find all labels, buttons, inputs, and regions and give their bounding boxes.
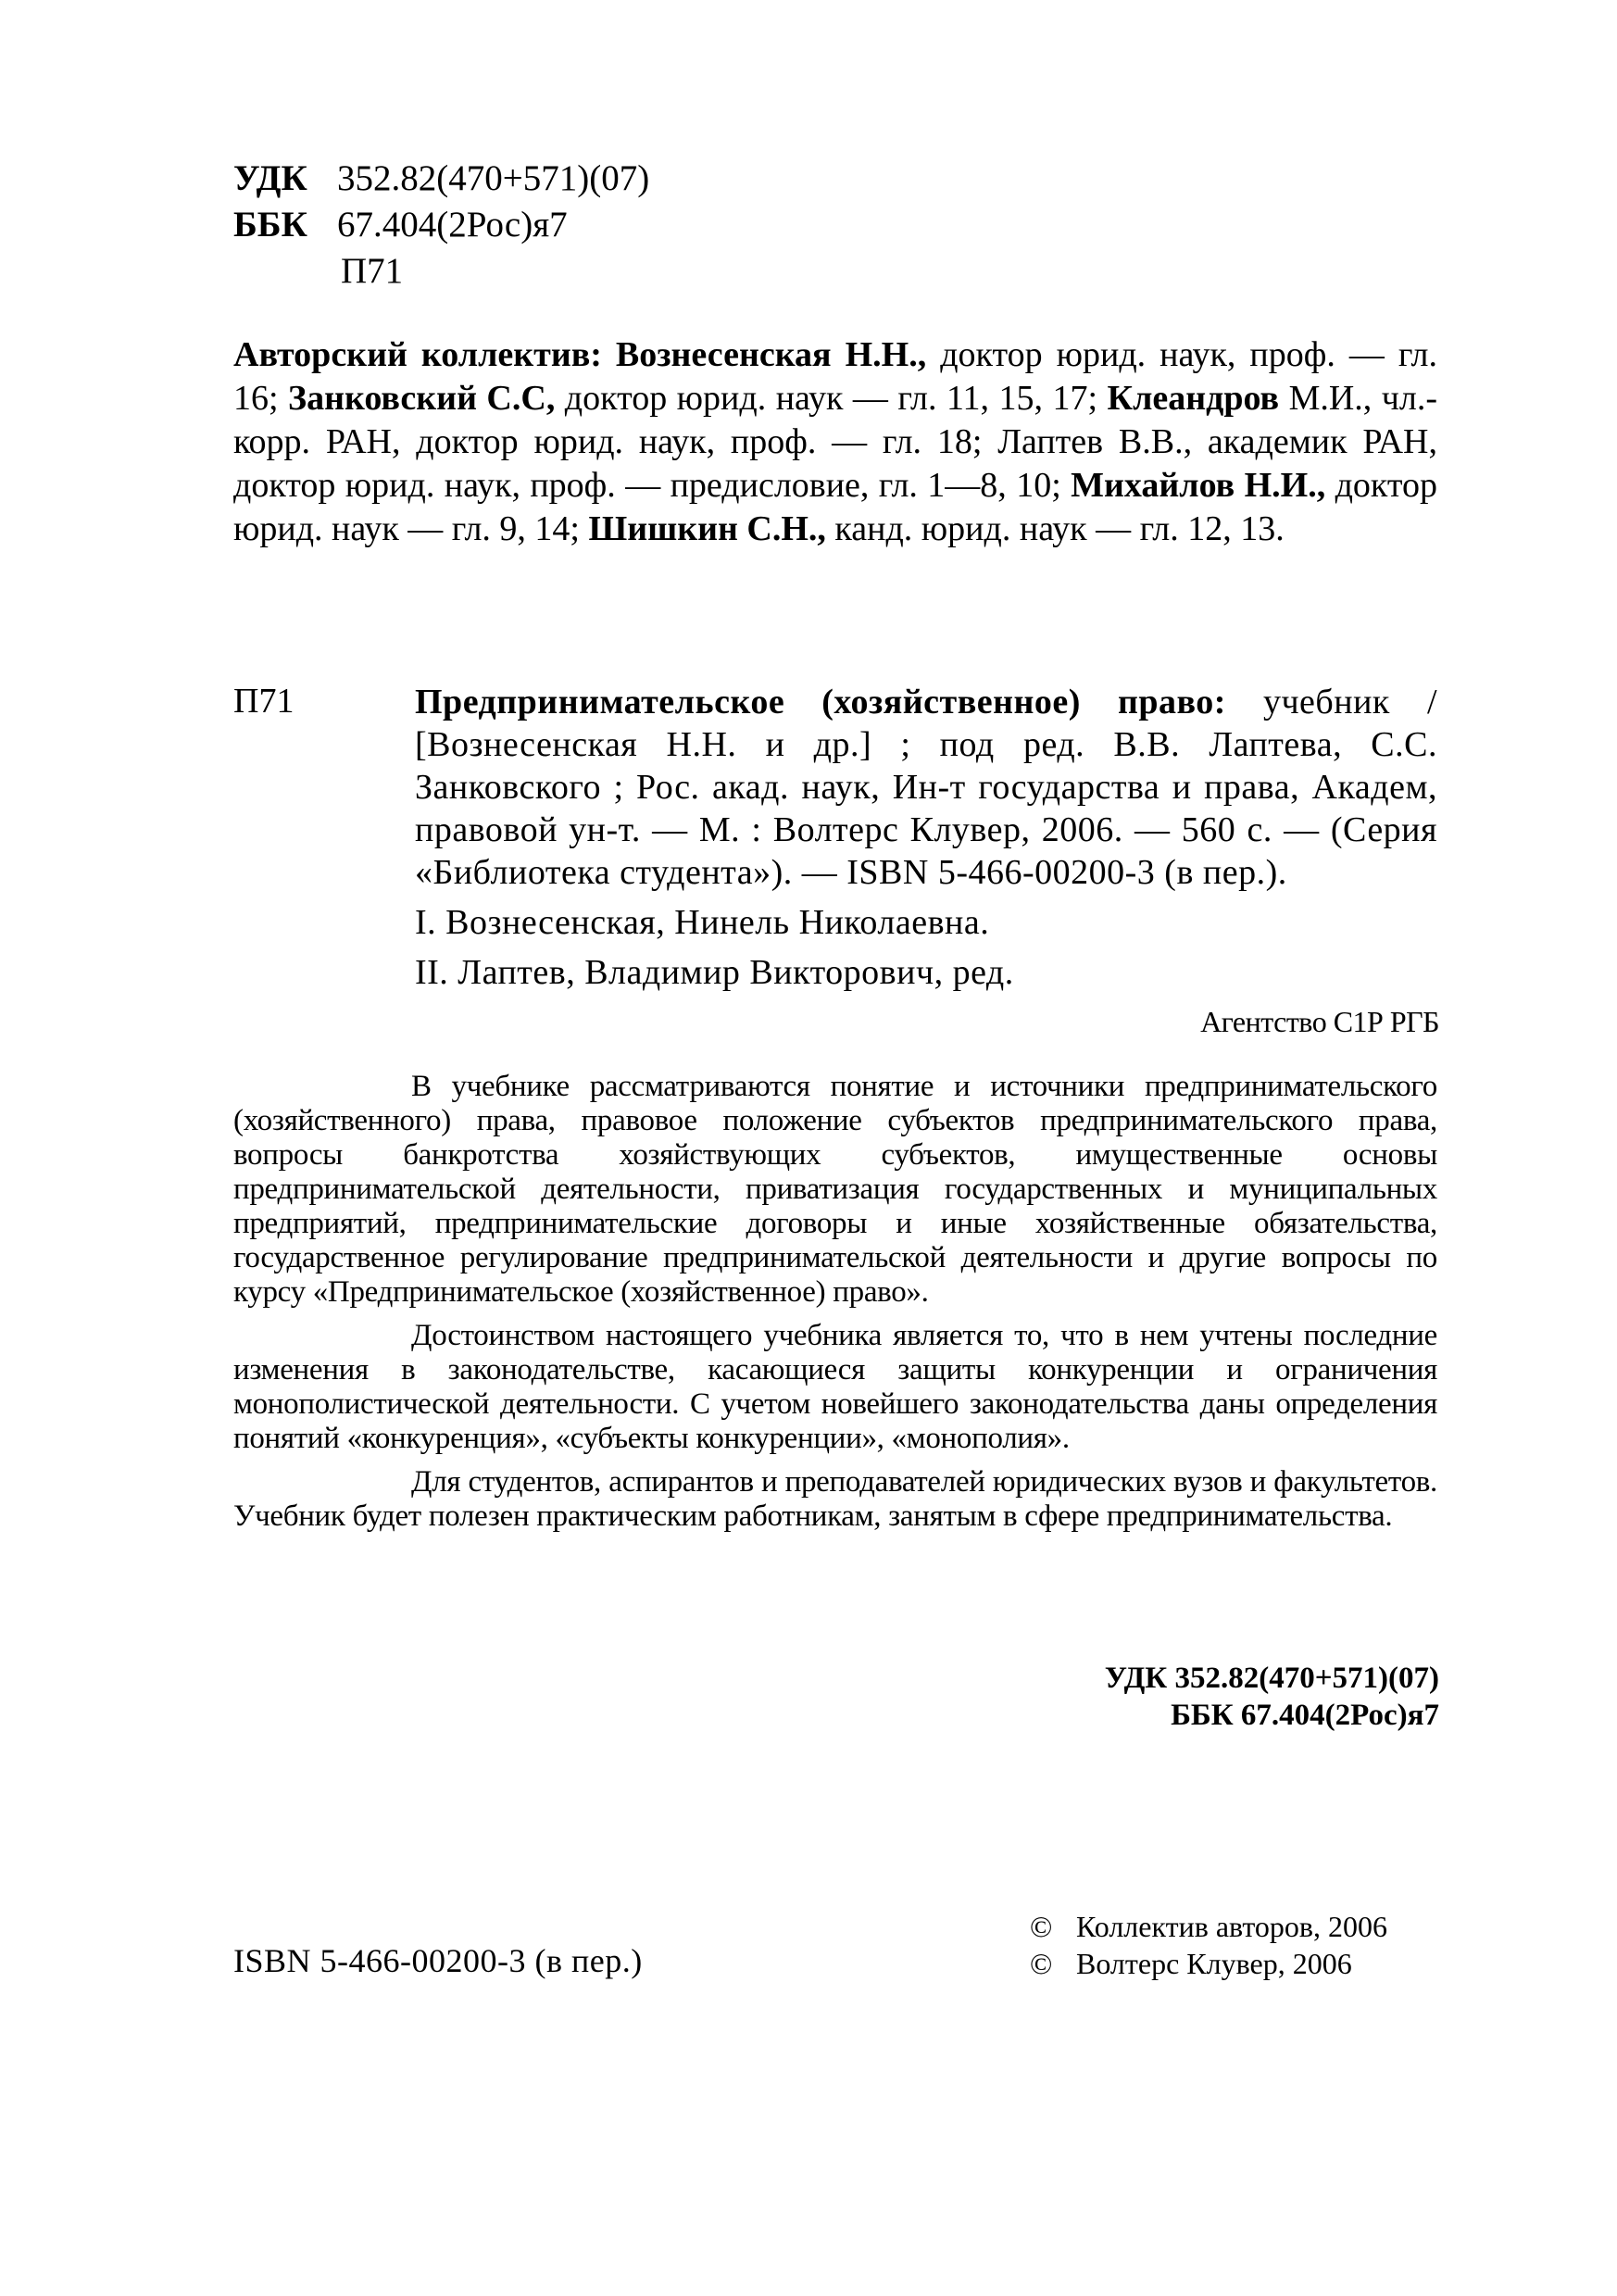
cutter-code: П71: [341, 251, 404, 291]
author-info: канд. юрид. наук — гл. 12, 13.: [825, 509, 1285, 548]
author-name: Клеандров: [1107, 379, 1280, 418]
udk-code: 352.82(470+571)(07): [337, 158, 650, 198]
bib-cutter-mark: П71: [233, 682, 295, 721]
bib-subentry-1: I. Вознесенская, Нинель Николаевна.: [415, 903, 990, 942]
bbk-label: ББК: [233, 205, 307, 245]
author-name: Вознесенская Н.Н.,: [615, 335, 927, 374]
udk-row: [233, 156, 649, 202]
bibliographic-record: [350, 681, 1437, 994]
author-info: доктор юрид. наук — гл. 11, 15, 17;: [555, 379, 1108, 418]
annotation-paragraph-3: Для студентов, аспирантов и преподавателей юридических вузов и факультетов. Учебник будет полезен практическим работникам, занятым в сфере предпринимательства.: [233, 1465, 1437, 1533]
authors-paragraph: [233, 333, 1437, 551]
annotation-paragraph-2: Достоинством настоящего учебника является то, что в нем учтены последние изменения в законодательстве, касающиеся защиты конкуренции и ограничения монополистической деятельности. С учетом новейшего законодательства даны определения понятий «конкуренция», «субъекты конкуренции», «монополия».: [233, 1319, 1437, 1455]
isbn-line: ISBN 5-466-00200-3 (в пер.): [233, 1942, 643, 1979]
udk-label: УДК: [233, 158, 307, 198]
copyright-line-2: [1030, 1945, 1387, 1982]
copyright-symbol: ©: [1030, 1947, 1053, 1980]
classification-header: [233, 156, 649, 295]
author-name: Михайлов Н.И.,: [1071, 466, 1326, 505]
copyright-text-2: Волтерс Клувер, 2006: [1076, 1947, 1352, 1980]
bib-subentry-2: II. Лаптев, Владимир Викторович, ред.: [415, 953, 1014, 992]
udk-footer-line: УДК 352.82(470+571)(07): [1104, 1662, 1439, 1695]
book-title: Предпринимательское (хозяйственное) право:: [415, 683, 1226, 721]
bbk-row: [233, 202, 649, 248]
agency-label: Агентство С1Р РГБ: [1200, 1005, 1439, 1038]
bib-main-entry: [350, 681, 1437, 894]
copyright-block: [1030, 1908, 1387, 1982]
author-name: Шишкин С.Н.,: [588, 509, 826, 548]
authors-lead-label: Авторский коллектив:: [233, 335, 602, 374]
author-name: Занковский С.С,: [288, 379, 556, 418]
author-info: доктор юрид. наук — гл. 9, 14;: [233, 466, 1437, 548]
annotation-paragraph-1: В учебнике рассматриваются понятие и источники предпринимательского (хозяйственного) права, правовое положение субъектов предпринимательского права, вопросы банкротства хозяйствующих субъектов, имущественные основы предпринимательской деятельности, приватизация государственных и муниципальных предприятий, предпринимательские договоры и иные хозяйственные обязательства, государственное регулирование предпринимательской деятельности и другие вопросы по курсу «Предпринимательское (хозяйственное) право».: [233, 1070, 1437, 1309]
annotation: [233, 1070, 1437, 1543]
bbk-code: 67.404(2Рос)я7: [337, 205, 568, 245]
copyright-text-1: Коллектив авторов, 2006: [1076, 1910, 1387, 1943]
bib-description: учебник / [Вознесенская Н.Н. и др.] ; под ред. В.В. Лаптева, С.С. Занковского ; Рос. акад. наук, Ин-т государства и права, Академ, правовой ун-т. — М. : Волтерс Клувер, 2006. — 560 с. — (Серия «Библиотека студента»). — ISBN 5-466-00200-3 (в пер.).: [415, 683, 1437, 892]
author-info: доктор юрид. наук, проф. — гл. 16;: [233, 335, 1437, 418]
copyright-symbol: ©: [1030, 1910, 1053, 1943]
bbk-footer-line: ББК 67.404(2Рос)я7: [1171, 1699, 1439, 1732]
classification-footer: [1105, 1660, 1439, 1734]
author-info: М.И., чл.-корр. РАН, доктор юрид. наук, проф. — гл. 18; Лаптев В.В., академик РАН, доктор юрид. наук, проф. — предисловие, гл. 1—8, 10;: [233, 379, 1437, 505]
copyright-line-1: [1030, 1908, 1387, 1945]
